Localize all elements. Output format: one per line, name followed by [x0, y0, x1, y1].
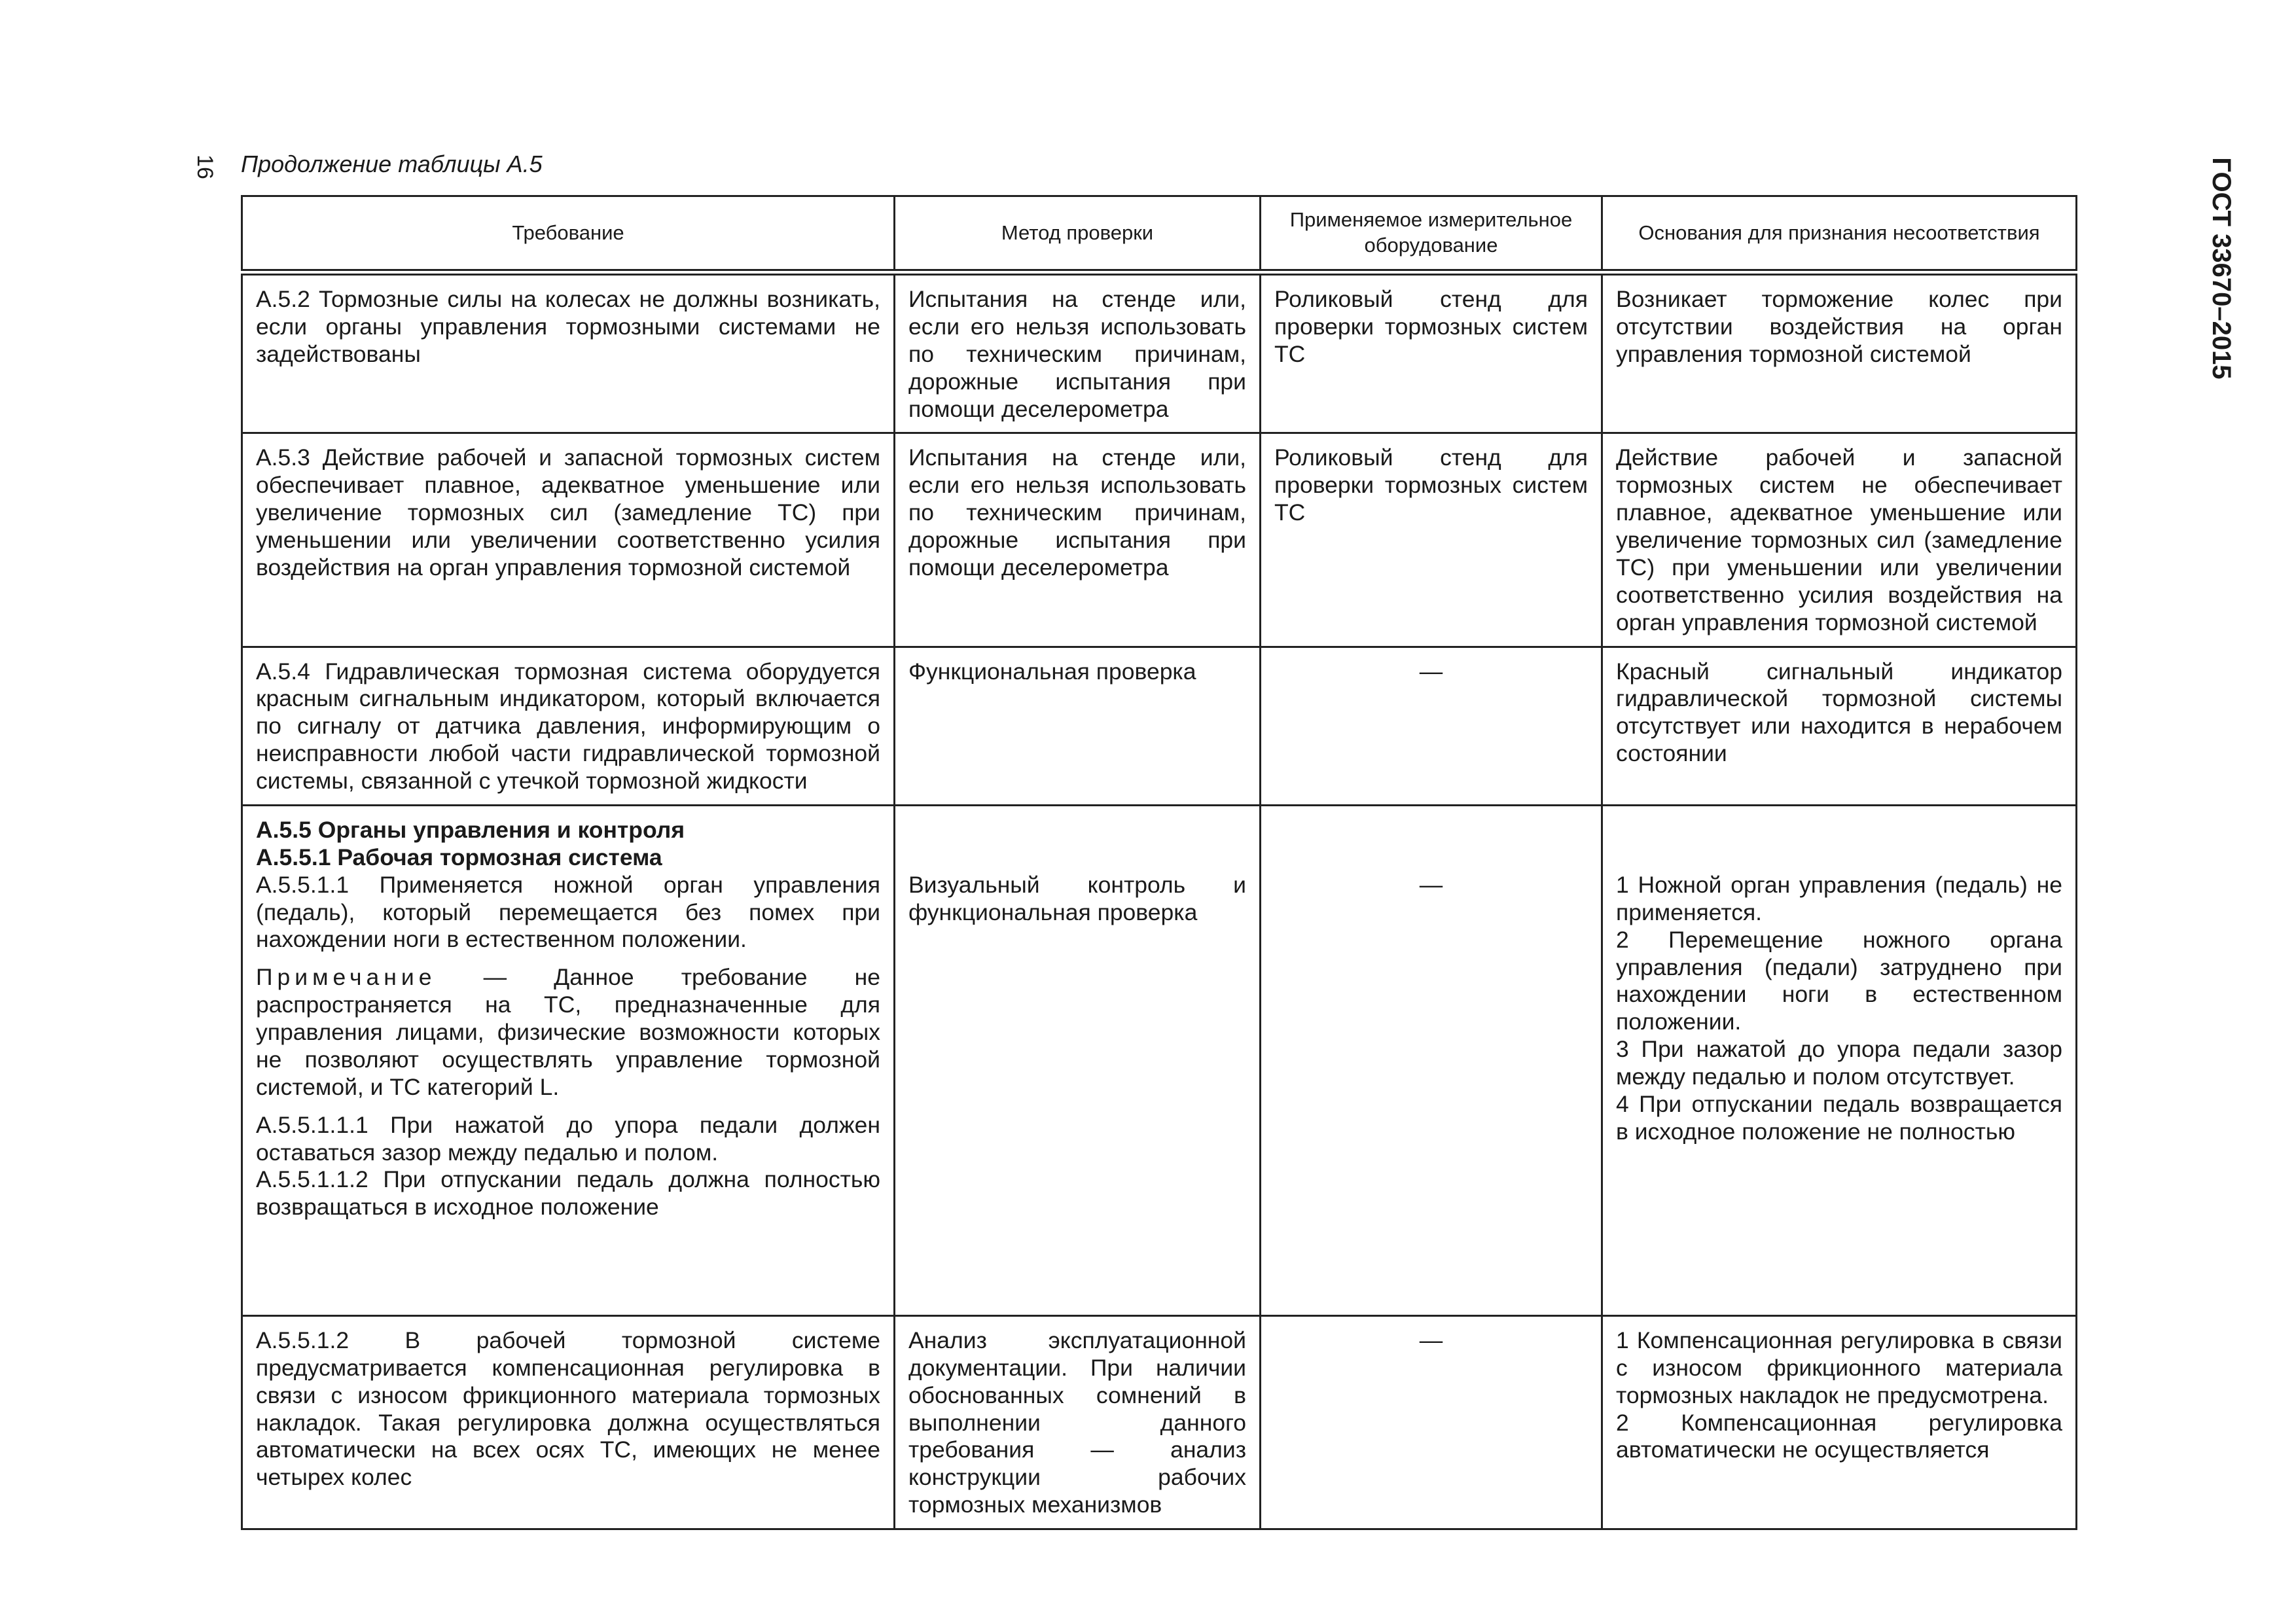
cell-nonconformity [1602, 805, 2077, 1315]
table-row [242, 647, 2077, 805]
table-row [242, 272, 2077, 433]
sub-requirement: А.5.5.1.1.2 При отпускании педаль должна полностью возвращаться в исходное положение [256, 1166, 880, 1221]
nonconformity-item: 1 Компенсационная регулировка в связи с износом фрикционного материала тормозных накладок не предусмотрена. [1616, 1327, 2062, 1408]
cell-equipment: — [1261, 1315, 1602, 1529]
nonconformity-item: 1 Ножной орган управления (педаль) не применяется. [1616, 871, 2062, 925]
cell-requirement: А.5.4 Гидравлическая тормозная система оборудуется красным сигнальным индикатором, который включается по сигналу от датчика давления, информирующим о неисправности любой части гидравлической тормозной системы, связанной с утечкой тормозной жидкости [242, 647, 895, 805]
header-method: Метод проверки [895, 196, 1261, 273]
cell-nonconformity: Возникает торможение колес при отсутствии воздействия на орган управления тормозной системой [1602, 272, 2077, 433]
note-label: Примечание [256, 964, 437, 991]
cell-method: Испытания на стенде или, если его нельзя использовать по техническим причинам, дорожные испытания при помощи деселерометра [895, 272, 1261, 433]
sub-requirement: А.5.5.1.1.1 При нажатой до упора педали должен оставаться зазор между педалью и полом. [256, 1111, 880, 1166]
note-text: — Данное требование не распространяется на ТС, предназначенные для управления лицами, физические возможности которых не позволяют осуществлять управление тормозной системой, и ТС категорий L. [256, 964, 880, 1100]
cell-nonconformity [1602, 1315, 2077, 1529]
table-caption: Продолжение таблицы А.5 [241, 151, 543, 177]
cell-requirement [242, 805, 895, 1315]
cell-equipment: — [1261, 647, 1602, 805]
nonconformity-item: 4 При отпускании педаль возвращается в исходное положение не полностью [1616, 1090, 2062, 1145]
cell-method: Испытания на стенде или, если его нельзя использовать по техническим причинам, дорожные испытания при помощи деселерометра [895, 433, 1261, 647]
cell-requirement: А.5.2 Тормозные силы на колесах не должны возникать, если органы управления тормозными системами не задействованы [242, 272, 895, 433]
document-code: ГОСТ 33670–2015 [2207, 157, 2236, 380]
table-header-row [242, 196, 2077, 273]
cell-method: Визуальный контроль и функциональная проверка [895, 805, 1261, 1315]
requirements-table [241, 195, 2077, 1530]
section-heading: А.5.5 Органы управления и контроля [256, 816, 685, 843]
page-number: 16 [192, 154, 217, 179]
cell-nonconformity: Красный сигнальный индикатор гидравлической тормозной системы отсутствует или находится в нерабочем состоянии [1602, 647, 2077, 805]
cell-equipment: — [1261, 805, 1602, 1315]
cell-equipment: Роликовый стенд для проверки тормозных систем ТС [1261, 433, 1602, 647]
cell-requirement: А.5.5.1.2 В рабочей тормозной системе предусматривается компенсационная регулировка в связи с износом фрикционного материала тормозных накладок. Такая регулировка должна осуществляться автоматически на всех осях ТС, имеющих не менее четырех колес [242, 1315, 895, 1529]
subsection-heading: А.5.5.1 Рабочая тормозная система [256, 844, 662, 870]
table-row [242, 805, 2077, 1315]
header-equipment: Применяемое измерительное оборудование [1261, 196, 1602, 273]
note [256, 964, 880, 1101]
nonconformity-item: 2 Перемещение ножного органа управления (педали) затруднено при нахождении ноги в естественном положении. [1616, 926, 2062, 1035]
cell-nonconformity: Действие рабочей и запасной тормозных систем не обеспечивает плавное, адекватное уменьшение или увеличение тормозных сил (замедление ТС) при уменьшении или увеличении соответственно усилия воздействия на орган управления тормозной системой [1602, 433, 2077, 647]
requirement-text: А.5.5.1.1 Применяется ножной орган управления (педаль), который перемещается без помех при нахождении ноги в естественном положении. [256, 871, 880, 953]
header-nonconformity: Основания для признания несоответствия [1602, 196, 2077, 273]
header-requirement: Требование [242, 196, 895, 273]
cell-requirement: А.5.3 Действие рабочей и запасной тормозных систем обеспечивает плавное, адекватное уменьшение или увеличение тормозных сил (замедление ТС) при уменьшении или увеличении соответственно усилия воздействия на орган управления тормозной системой [242, 433, 895, 647]
cell-method: Функциональная проверка [895, 647, 1261, 805]
table-row [242, 433, 2077, 647]
nonconformity-item: 3 При нажатой до упора педали зазор между педалью и полом отсутствует. [1616, 1036, 2062, 1090]
nonconformity-item: 2 Компенсационная регулировка автоматически не осуществляется [1616, 1409, 2062, 1463]
cell-equipment: Роликовый стенд для проверки тормозных систем ТС [1261, 272, 1602, 433]
cell-method: Анализ эксплуатационной документации. При наличии обоснованных сомнений в выполнении данного требования — анализ конструкции рабочих тормозных механизмов [895, 1315, 1261, 1529]
table-row [242, 1315, 2077, 1529]
